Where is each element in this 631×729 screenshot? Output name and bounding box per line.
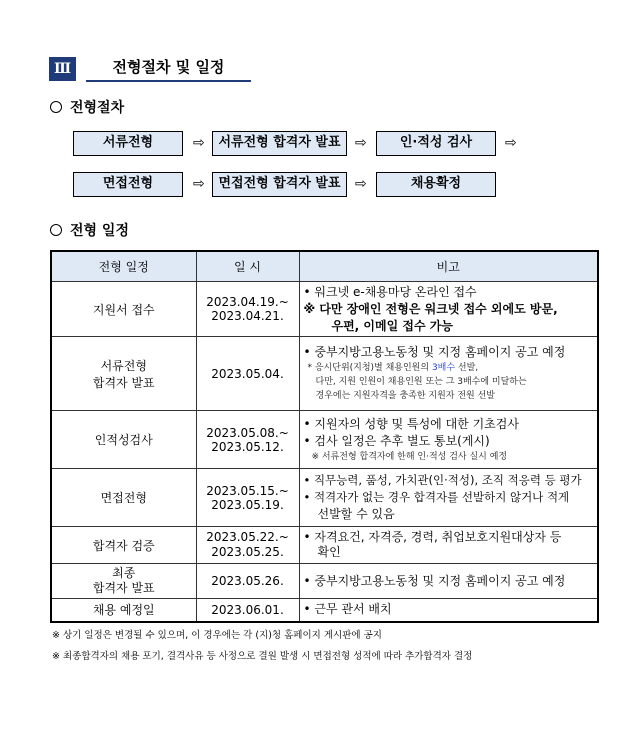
table-row: [51, 337, 598, 411]
step-interview: 면접전형: [73, 172, 183, 197]
note-line: 선발할 수 있음: [317, 507, 395, 521]
column-header: 비고: [299, 251, 598, 282]
column-header: 전형 일정: [51, 251, 196, 282]
note-line: • 중부지방고용노동청 및 지정 홈페이지 공고 예정: [303, 573, 566, 588]
procedure-heading: 전형절차: [50, 97, 124, 117]
table-row: [51, 411, 598, 469]
step-document-result: 서류전형 합격자 발표: [212, 131, 347, 156]
highlight-text: 3배수: [431, 363, 456, 373]
schedule-table: [50, 250, 599, 623]
date-cell: 2023.05.22.~ 2023.05.25.: [196, 527, 299, 564]
stage-cell: 합격자 검증: [51, 527, 196, 564]
step-interview-result: 면접전형 합격자 발표: [212, 172, 347, 197]
date-cell: 2023.06.01.: [196, 599, 299, 622]
arrow-right-icon: ⇨: [193, 135, 205, 151]
date-cell: 2023.05.04.: [196, 337, 299, 411]
note-line: ※ 다만 장애인 전형은 워크넷 접수 외에도 방문,: [303, 301, 558, 316]
stage-cell: 면접전형: [51, 469, 196, 527]
note-line: • 워크넷 e-채용마당 온라인 접수: [303, 284, 477, 299]
section-header: [49, 55, 251, 82]
notes-cell: [299, 469, 598, 527]
footnote: ※ 상기 일정은 변경될 수 있으며, 이 경우에는 각 (지)청 홈페이지 게시판에 공지: [52, 630, 382, 641]
note-line: • 직무능력, 품성, 가치관(인·적성), 조직 적응력 등 평가: [303, 473, 582, 487]
note-line: * 응시단위(지청)별 채용인원의 3배수 선발,: [307, 363, 479, 373]
note-line: 우편, 이메일 접수 가능: [331, 318, 453, 333]
table-row: [51, 599, 598, 622]
table-row: [51, 469, 598, 527]
note-line: 다만, 지원 인원이 채용인원 또는 그 3배수에 미달하는: [315, 377, 527, 387]
stage-cell: 지원서 접수: [51, 282, 196, 337]
arrow-right-icon: ⇨: [355, 135, 367, 151]
section-number: Ⅲ: [49, 57, 76, 81]
notes-cell: [299, 411, 598, 469]
note-line: ※ 서류전형 합격자에 한해 인·적성 검사 실시 예정: [311, 451, 508, 462]
note-line: • 적격자가 없는 경우 합격자를 선발하지 않거나 적게: [303, 490, 570, 504]
column-header: 일 시: [196, 251, 299, 282]
date-cell: 2023.05.26.: [196, 564, 299, 599]
note-line: 경우에는 지원자격을 충족한 지원자 전원 선발: [315, 391, 495, 401]
notes-cell: [299, 337, 598, 411]
notes-cell: [299, 282, 598, 337]
note-line: • 중부지방고용노동청 및 지정 홈페이지 공고 예정: [303, 345, 566, 359]
note-line: 확인: [317, 545, 341, 559]
stage-cell: 서류전형 합격자 발표: [51, 337, 196, 411]
notes-cell: [299, 527, 598, 564]
date-cell: 2023.05.08.~ 2023.05.12.: [196, 411, 299, 469]
circle-bullet-icon: [50, 101, 62, 113]
circle-bullet-icon: [50, 224, 62, 236]
schedule-heading: 전형 일정: [50, 220, 129, 240]
table-row: [51, 282, 598, 337]
note-line: • 근무 관서 배치: [303, 602, 392, 617]
stage-cell: 채용 예정일: [51, 599, 196, 622]
stage-cell: 최종 합격자 발표: [51, 564, 196, 599]
arrow-right-icon: ⇨: [355, 176, 367, 192]
note-line: • 자격요건, 자격증, 경력, 취업보호지원대상자 등: [303, 530, 562, 544]
notes-cell: [299, 599, 598, 622]
step-document-screening: 서류전형: [73, 131, 183, 156]
note-line: • 지원자의 성향 및 특성에 대한 기초검사: [303, 416, 519, 431]
arrow-right-icon: ⇨: [193, 176, 205, 192]
section-title: 전형절차 및 일정: [86, 55, 251, 82]
date-cell: 2023.04.19.~ 2023.04.21.: [196, 282, 299, 337]
arrow-right-icon: ⇨: [505, 135, 517, 151]
footnote: ※ 최종합격자의 채용 포기, 결격사유 등 사정으로 결원 발생 시 면접전형 성적에 따라 추가합격자 결정: [52, 651, 473, 662]
table-header-row: [51, 251, 598, 282]
date-cell: 2023.05.15.~ 2023.05.19.: [196, 469, 299, 527]
table-row: [51, 527, 598, 564]
step-aptitude-test: 인·적성 검사: [376, 131, 496, 156]
stage-cell: 인적성검사: [51, 411, 196, 469]
step-hiring-confirmed: 채용확정: [376, 172, 496, 197]
note-line: • 검사 일정은 추후 별도 통보(게시): [303, 433, 490, 448]
notes-cell: [299, 564, 598, 599]
table-row: [51, 564, 598, 599]
